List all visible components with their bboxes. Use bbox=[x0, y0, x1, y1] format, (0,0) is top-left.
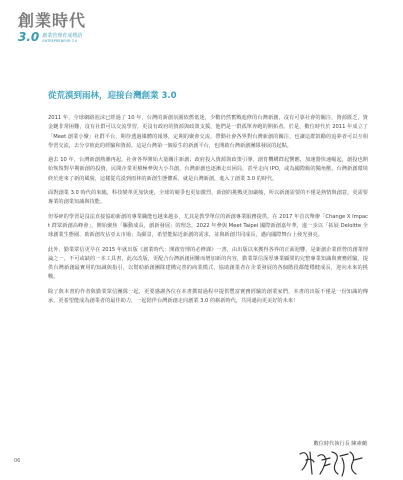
brand-row bbox=[18, 31, 86, 44]
signer-title: 數位時代執行長 陳素蘭 bbox=[313, 441, 367, 447]
paragraph-4: 但零碎的學習是沒法直接協助新創的專業職能也越來越多，尤其是教學單位的新創專業服務提供。在 2017 年首次舉辦「Change X Impact 群眾新創高峰會」，開始聚焦「驅動成長，創新發展」的理念，2022 年參與 Meet Taipei 國際新創嘉年華，進一步以「拓展 Deloitte 全球創業生態圈、助新創攻佔亞太市場」為願景，希望能貼近新創的需求，並與新創共同成長，邁向國際舞台上發光發亮。 bbox=[48, 213, 368, 239]
page-number: 06 bbox=[14, 458, 21, 464]
brand-version: 3.0 bbox=[18, 30, 40, 44]
article-body bbox=[48, 114, 368, 311]
paragraph-3: 面對創業 3.0 時代的來臨，科技變革更加快速，全球的競爭也更加激烈，新創的挑戰更加嚴峻，所以新創需要的不僅是熱情與創意，更需要專業的創業知識與技能。 bbox=[48, 190, 368, 206]
brand-subtitle-zh: 創業管理育成標語 bbox=[42, 32, 83, 39]
brand-title: 創業時代 bbox=[18, 11, 87, 30]
paragraph-6: 除了與本書的作者與勤業眾信團隊一起，更要感謝各位在本書撰寫過程中提供豐富實務經驗的創業家們，本書的出版不僅是一份知識的傳承，更希望能成為創業者的最佳助力，一起陪伴台灣新創走向創業 3.0 的嶄新時代，共同邁向更美好的未來！ bbox=[48, 288, 368, 305]
brand-subtitle bbox=[42, 33, 82, 43]
brand-header bbox=[18, 12, 86, 44]
paragraph-2: 過去 10 年，台灣新創熱潮再起，社會各界開始大量關注新創；政府投入資源與政策引導，創育機構群起響應，加速器快速崛起，創投也開始恢復對早期新創的投資，民間企業更積極參與大小共創，台灣新創也逐漸走出困局，甚至走向 IPO，或為國際級的獨角獸。台灣新創環境終於迎來了新的風貌，這樣從荒漠到雨林的新創生態體系，就是台灣新創，進入了創業 3.0 的時代。 bbox=[48, 157, 368, 182]
paragraph-5: 此外，勤業眾信更早在 2015 年就出版《創業時代：開啟管理的必修課》一書，由出版以來獲得各界的正面迴響，是新創企業經營的創業理論之一。不可或缺的一本工具書，此次改版，更配合台灣新創困難而增加新的內容，勤業眾信深厚專業顧問的完整專業知識與實務經驗，提供台灣新創最實用的知識與指引，以幫助新創團隊建構完善的商業模式，協助創業者在企業發展的各個階段都能穩健成長，迎向未來的挑戰。 bbox=[48, 246, 368, 281]
paragraph-1: 2011 年，全球網路泡沫已經過了 10 年，台灣的新創氛圍依舊低迷，少數仍然奮戰進修的台灣新創，沒有可靠社會的關注，資源匱乏，資金鏈非常困難，沒有社群可以交流學習，更沒有政府的資源與政策支援，他們是一群孤單奔跑的開拓者。於是，數位時代於 2011 年成立了「Meet 創業小聚」社群平台，期待透過媒體的報導，定期的聚會交流，帶動社會各界對台灣新創的關注，也讓這群鼓勵的追夢者可以互相學習交流，去分享彼此的經驗和資源。這是台灣第一個原生的新創平台，也開啟台灣新創團隊發展的起點。 bbox=[48, 115, 368, 149]
article-title: 從荒漠到雨林，迎接台灣創業 3.0 bbox=[48, 91, 177, 101]
brand-subtitle-en: ENTREPRENEUR 3.0 bbox=[42, 38, 78, 43]
signature-image bbox=[296, 446, 366, 480]
